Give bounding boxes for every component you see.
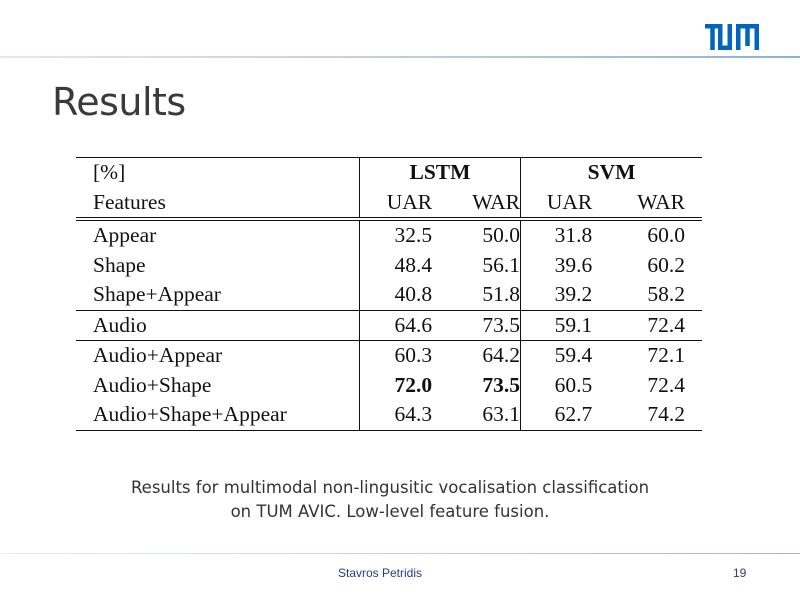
best-value-cell: 73.5 <box>432 371 520 401</box>
value-cell: 39.6 <box>554 252 593 277</box>
value-cell: 64.6 <box>359 310 432 341</box>
value-cell: 72.1 <box>592 341 702 371</box>
features-label: Features <box>76 188 359 220</box>
value-cell: 59.4 <box>521 341 593 371</box>
metric-header: UAR <box>359 188 432 220</box>
footer-author: Stavros Petridis <box>337 566 423 580</box>
group-lstm: LSTM <box>359 158 520 188</box>
value-cell: 60.2 <box>647 252 685 277</box>
table-header-row <box>76 158 702 188</box>
value-cell: 64.2 <box>432 341 520 371</box>
value-cell: 64.3 <box>359 400 432 430</box>
table-row <box>76 219 702 251</box>
metric-header: WAR <box>592 188 702 220</box>
value-cell: 62.7 <box>521 400 593 430</box>
tum-logo-icon <box>705 24 759 50</box>
value-cell: 56.1 <box>432 251 520 281</box>
value-cell: 72.4 <box>592 310 702 341</box>
unit-label: [%] <box>76 158 359 188</box>
table-row <box>76 400 702 430</box>
group-svm: SVM <box>521 158 703 188</box>
value-cell: 60.5 <box>554 372 593 397</box>
tum-logo <box>705 24 759 50</box>
value-cell: 72.4 <box>647 372 685 397</box>
feature-cell: Audio+Shape+Appear <box>76 400 359 430</box>
caption-line: Results for multimodal non-lingusitic vocalisation classification <box>130 478 650 497</box>
table-row <box>76 371 702 401</box>
table-caption <box>0 476 780 524</box>
results-table <box>76 157 702 431</box>
value-cell: 39.2 <box>554 282 593 306</box>
value-cell: 73.5 <box>432 310 520 341</box>
value-cell: 48.4 <box>394 252 433 277</box>
table-row <box>76 341 702 371</box>
value-cell: 32.5 <box>394 223 433 247</box>
value-cell: 60.3 <box>359 341 432 371</box>
table-row <box>76 280 702 310</box>
slide-title: Results <box>52 80 186 124</box>
value-cell: 74.2 <box>592 400 702 430</box>
value-cell: 63.1 <box>432 400 520 430</box>
value-cell: 51.8 <box>432 280 520 310</box>
footer-divider <box>0 553 800 554</box>
value-cell: 31.8 <box>554 223 593 247</box>
caption-line: on TUM AVIC. Low-level feature fusion. <box>230 502 550 521</box>
table-row <box>76 310 702 341</box>
feature-cell: Shape+Appear <box>76 280 359 310</box>
value-cell: 58.2 <box>647 282 685 306</box>
metric-header: WAR <box>432 188 520 220</box>
feature-cell: Shape <box>76 251 359 281</box>
value-cell: 60.0 <box>647 223 685 247</box>
feature-cell: Audio+Appear <box>76 341 359 371</box>
table-subheader-row <box>76 188 702 220</box>
value-cell: 40.8 <box>394 282 433 306</box>
feature-cell: Appear <box>76 219 359 251</box>
value-cell: 59.1 <box>521 310 593 341</box>
metric-header: UAR <box>521 188 593 220</box>
feature-cell: Audio <box>76 310 359 341</box>
feature-cell: Audio+Shape <box>76 371 359 401</box>
table-row <box>76 251 702 281</box>
header-divider <box>0 56 800 58</box>
best-value-cell: 72.0 <box>394 372 433 397</box>
page-number: 19 <box>733 566 747 580</box>
value-cell: 50.0 <box>432 219 520 251</box>
